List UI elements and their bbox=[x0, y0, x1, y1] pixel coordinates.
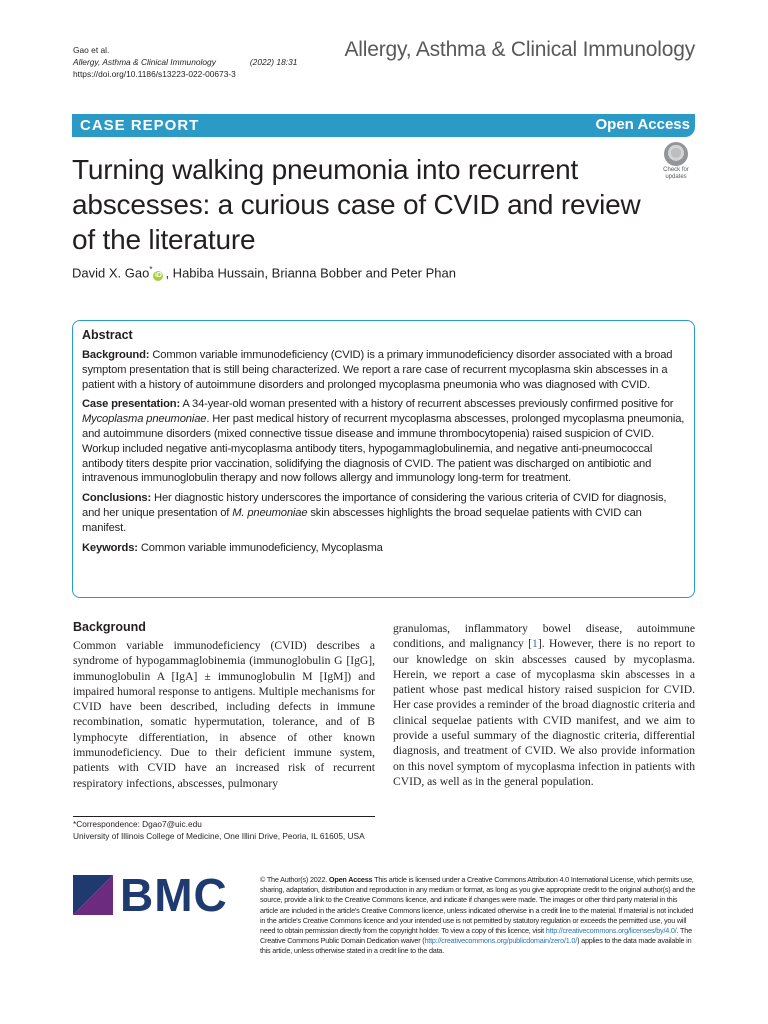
article-type-banner bbox=[72, 114, 695, 137]
reference-link[interactable]: 1 bbox=[532, 637, 538, 651]
abstract-background-text: Common variable immunodeficiency (CVID) is a primary immunodeficiency disorder associated with a broad symptom presentation that is still being characterized. We report a rare case of recurrent mycoplasma skin abscesses in a patient with a history of autoimmune disorders and prolonged mycoplasma pneumonia who was diagnosed with CVID. bbox=[82, 349, 673, 391]
abstract-background-label: Background: bbox=[82, 349, 150, 361]
correspondence-email: *Correspondence: Dgao7@uic.edu bbox=[73, 819, 202, 829]
body-right-column: granulomas, inflammatory bowel disease, autoimmune conditions, and malignancy [1]. However, there is no report to our knowledge on skin abscesses caused by mycoplasma. Herein, we report a case of mycoplasma skin abscesses in a patient whose past medical history raised suspicion for CVID. Her case provides a reminder of the broad diagnostic criteria and clinical sequelae patients with CVID manifest, and we aim to provide a useful summary of the diagnostic criteria, differential diagnosis, and treatment of CVID. We also provide information on this novel symptom of mycoplasma infection in patients with CVID, as well as in the general population. bbox=[393, 622, 695, 788]
open-access-label: Open Access bbox=[595, 116, 690, 133]
license-text: © The Author(s) 2022. Open Access This article is licensed under a Creative Commons Attribution 4.0 International License, which permits use, sharing, adaptation, distribution and reproduction in any medium or format, as long as you give appropriate credit to the original author(s) and the source, provide a link to the Creative Commons licence, and indicate if changes were made. The images or other third party material in this article are included in the article's Creative Commons licence, unless indicated otherwise in a credit line to the material. If material is not included in the article's Creative Commons licence and your intended use is not permitted by statutory regulation or exceeds the permitted use, you will need to obtain permission directly from the copyright holder. To view a copy of this licence, visit http://creativecommons.org/licenses/by/4.0/. The Creative Commons Public Domain Dedication waiver (http://creativecommons.org/publicdomain/zero/1.0/) applies to the data made available in this article, unless otherwise stated in a credit line to the data. bbox=[260, 875, 696, 956]
article-type-label: CASE REPORT bbox=[80, 117, 200, 134]
abstract-conclusions-label: Conclusions: bbox=[82, 492, 152, 505]
affiliation: University of Illinois College of Medicine, One Illini Drive, Peoria, IL 61605, USA bbox=[73, 830, 365, 841]
article-title: Turning walking pneumonia into recurrent abscesses: a curious case of CVID and review of the literature bbox=[72, 154, 641, 255]
cc-license-link[interactable]: http://creativecommons.org/licenses/by/4.0/ bbox=[545, 926, 677, 936]
footnote-divider bbox=[73, 816, 375, 817]
author-short: Gao et al. bbox=[73, 45, 110, 55]
cc-zero-link[interactable]: http://creativecommons.org/publicdomain/zero/1.0/ bbox=[424, 936, 578, 946]
abstract-conclusions: Conclusions: Her diagnostic history underscores the importance of considering the various criteria of CVID for diagnosis, and her unique presentation of M. pneumoniae skin abscesses highlights the broad sequelae patients with CVID can manifest. bbox=[82, 492, 667, 534]
abstract-keywords bbox=[82, 541, 685, 556]
section-heading-background: Background bbox=[73, 620, 146, 634]
crossmark-icon bbox=[664, 142, 688, 166]
keywords-label: Keywords: bbox=[82, 541, 138, 554]
check-for-updates-badge[interactable] bbox=[657, 140, 695, 180]
bmc-logo-text: BMC bbox=[120, 869, 228, 921]
author-rest: , Habiba Hussain, Brianna Bobber and Peter Phan bbox=[165, 265, 456, 281]
author-first: David X. Gao bbox=[72, 265, 150, 281]
citation-header bbox=[73, 44, 297, 80]
abstract-background bbox=[82, 348, 685, 392]
check-updates-label: Check for updates bbox=[663, 167, 689, 180]
bmc-logo-mark-icon bbox=[73, 875, 113, 915]
abstract-heading: Abstract bbox=[82, 328, 133, 342]
author-list bbox=[72, 265, 456, 281]
citation-journal: Allergy, Asthma & Clinical Immunology bbox=[73, 57, 216, 67]
doi-link[interactable]: https://doi.org/10.1186/s13223-022-00673-3 bbox=[73, 69, 236, 79]
abstract-box bbox=[72, 320, 695, 598]
body-left-column: Common variable immunodeficiency (CVID) describes a syndrome of hypogammaglobinemia (immunoglobulin G [IgG], immunoglobulin A [IgA] ± immunoglobulin M [IgM]) and impaired humoral response to antigens. Multiple mechanisms for CVID have been described, including defects in immune recombination, somatic hypermutation, tolerance, and of B lymphocyte differentiation, in absence of other known immunodeficiency. Due to their deficient immune system, patients with CVID have an increased risk of recurrent respiratory infections, abscesses, pulmonary bbox=[73, 639, 376, 790]
orcid-icon[interactable]: iD bbox=[154, 272, 162, 280]
journal-name: Allergy, Asthma & Clinical Immunology bbox=[344, 38, 695, 61]
abstract-case: Case presentation: A 34-year-old woman presented with a history of recurrent abscesses previously confirmed positive for Mycoplasma pneumoniae. Her past medical history of recurrent mycoplasma abscesses, prolonged mycoplasma pneumonia, and autoimmune disorders (mixed connective tissue disease and immune thrombocytopenia) raised suspicion of CVID. Workup included negative anti-mycoplasma antibody titers, hypogammaglobulinemia, and negative anti-pneumococcal antibody titers despite prior vaccination, solidifying the diagnosis of CVID. The patient was discharged on antibiotic and intravenous immunoglobulin therapy and now follows allergy and immunology long-term for treatment. bbox=[82, 398, 685, 485]
citation-info: (2022) 18:31 bbox=[249, 57, 298, 67]
bmc-logo bbox=[73, 869, 228, 921]
footnote bbox=[73, 819, 373, 842]
keywords-text: Common variable immunodeficiency, Mycoplasma bbox=[140, 541, 383, 554]
citation-line bbox=[73, 56, 297, 68]
corresponding-asterisk: * bbox=[149, 265, 153, 274]
abstract-case-label: Case presentation: bbox=[82, 398, 181, 411]
